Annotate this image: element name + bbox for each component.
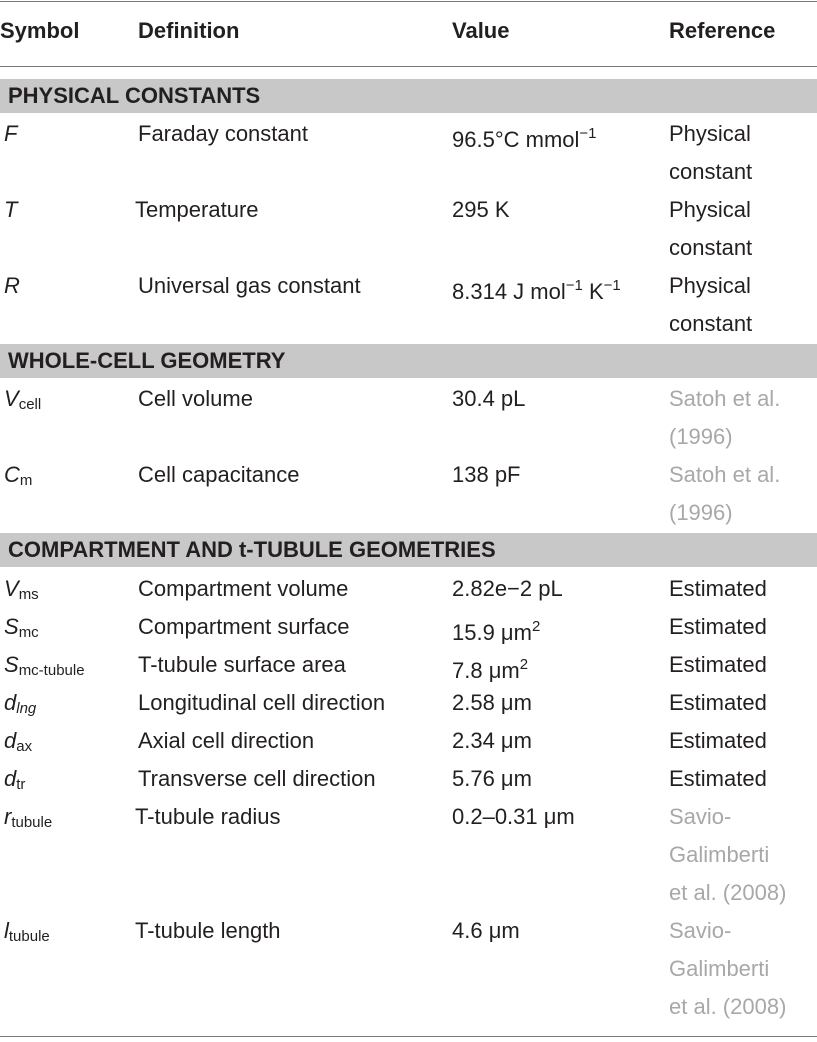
definition-cell: Compartment volume: [138, 576, 349, 601]
header-symbol: Symbol: [0, 18, 80, 43]
definition-cell: Longitudinal cell direction: [138, 690, 386, 715]
top-rule: [0, 1, 817, 2]
value-cell: 96.5°C mmol$^{-1}$: [452, 125, 597, 152]
value-cell: 138 pF: [452, 462, 521, 487]
value-cell: 15.9 $\mu m^2$: [452, 618, 541, 645]
section-title: PHYSICAL CONSTANTS: [8, 83, 261, 108]
symbol-cell: T: [4, 197, 18, 222]
definition-cell: Cell capacitance: [138, 462, 300, 487]
value-cell: 7.8 $\mu m^2$: [452, 656, 529, 683]
definition-cell: T-tubule length: [135, 918, 281, 943]
value-cell: 295 K: [452, 197, 510, 222]
header-reference: Reference: [669, 18, 776, 43]
header-rule: [0, 66, 817, 67]
definition-cell: Faraday constant: [138, 121, 308, 146]
reference-cell: Savio- Galimberti et al. (2008): [669, 918, 787, 1019]
value-cell: 5.76 μm: [452, 766, 532, 791]
value-cell: 4.6 μm: [452, 918, 520, 943]
definition-cell: Compartment surface: [138, 614, 350, 639]
definition-cell: T-tubule radius: [135, 804, 281, 829]
symbol-cell: $r_{tubule}$: [4, 804, 53, 831]
reference-cell: Physical constant: [669, 197, 753, 260]
section-title: COMPARTMENT AND t-TUBULE GEOMETRIES: [8, 537, 496, 562]
symbol-cell: $d_{lng}$: [4, 690, 37, 717]
symbol-cell: $V_{ms}$: [4, 576, 39, 603]
reference-cell: Physical constant: [669, 121, 753, 184]
symbol-cell: $V_{cell}$: [4, 386, 42, 413]
section-whole-cell-geometry: [0, 344, 817, 378]
reference-cell: Estimated: [669, 728, 767, 753]
symbol-cell: $C_m$: [4, 462, 33, 489]
symbol-cell: $S_{mc}$: [4, 614, 39, 641]
definition-cell: Temperature: [135, 197, 259, 222]
reference-cell: Estimated: [669, 652, 767, 677]
header-value: Value: [452, 18, 510, 43]
section-title: WHOLE-CELL GEOMETRY: [8, 348, 286, 373]
symbol-cell: $d_{ax}$: [4, 728, 33, 755]
section-compartment-geometries: [0, 533, 817, 567]
reference-cell: Estimated: [669, 614, 767, 639]
value-cell: 2.82e−2 pL: [452, 576, 563, 601]
reference-cell: Satoh et al. (1996): [669, 386, 781, 449]
header-definition: Definition: [138, 18, 240, 43]
definition-cell: Cell volume: [138, 386, 253, 411]
value-cell: 2.34 μm: [452, 728, 532, 753]
definition-cell: Transverse cell direction: [138, 766, 376, 791]
symbol-cell: $d_{tr}$: [4, 766, 26, 793]
symbol-cell: F: [4, 121, 18, 146]
reference-cell: Estimated: [669, 766, 767, 791]
symbol-cell: $l_{tubule}$: [4, 918, 50, 945]
reference-cell: Estimated: [669, 576, 767, 601]
section-physical-constants: [0, 79, 817, 113]
reference-cell: Satoh et al. (1996): [669, 462, 781, 525]
reference-cell: Physical constant: [669, 273, 753, 336]
reference-cell: Estimated: [669, 690, 767, 715]
symbol-cell: $S_{mc-tubule}$: [4, 652, 85, 679]
value-cell: 2.58 μm: [452, 690, 532, 715]
value-cell: 30.4 pL: [452, 386, 526, 411]
reference-cell: Savio- Galimberti et al. (2008): [669, 804, 787, 905]
value-cell: 8.314 J mol$^{-1}$ $K^{-1}$: [452, 277, 621, 304]
value-cell: 0.2–0.31 μm: [452, 804, 575, 829]
definition-cell: T-tubule surface area: [138, 652, 346, 677]
definition-cell: Universal gas constant: [138, 273, 361, 298]
bottom-rule: [0, 1036, 817, 1037]
symbol-cell: R: [4, 273, 20, 298]
definition-cell: Axial cell direction: [138, 728, 315, 753]
